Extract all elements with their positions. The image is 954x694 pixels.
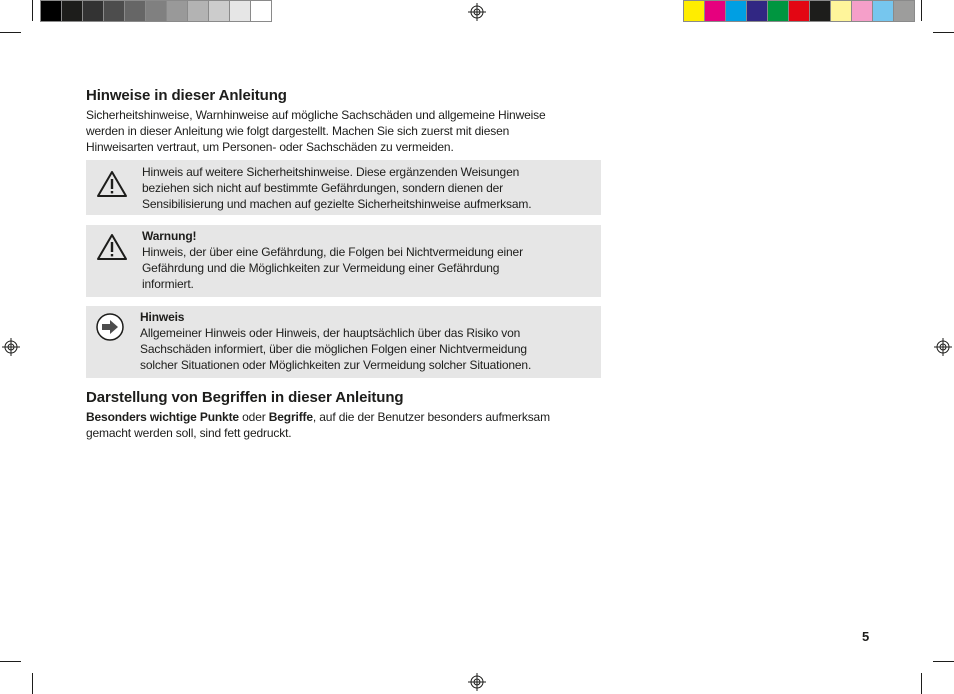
notice-line: beziehen sich nicht auf bestimmte Gefährdungen, sondern dienen der [142,181,504,195]
notice-line: Hinweis, der über eine Gefährdung, die Folgen bei Nichtvermeidung einer [142,245,523,259]
intro-paragraph [86,107,606,155]
terms-paragraph [86,409,616,441]
crop-mark [921,673,922,694]
crop-mark [32,673,33,694]
color-swatch [209,0,230,22]
color-swatch [747,0,768,22]
section-title: Darstellung von Begriffen in dieser Anleitung [86,389,404,406]
color-swatch [146,0,167,22]
arrow-circle-icon [95,312,125,342]
color-swatch [230,0,251,22]
color-swatch [62,0,83,22]
notice-line: Hinweis auf weitere Sicherheitshinweise. Diese ergänzenden Weisungen [142,165,520,179]
color-swatch [251,0,272,22]
warning-notice-box [86,225,601,297]
cmyk-color-bar [683,0,915,21]
warning-triangle-icon [96,233,128,261]
color-swatch [83,0,104,22]
page-number: 5 [862,629,870,644]
color-swatch [831,0,852,22]
notice-line: Gefährdung und die Möglichkeiten zur Vermeidung einer Gefährdung [142,261,500,275]
terms-line [86,409,616,425]
terms-line: gemacht werden soll, sind fett gedruckt. [86,426,292,440]
color-swatch [810,0,831,22]
section-title: Hinweise in dieser Anleitung [86,87,287,104]
crop-mark [933,661,954,662]
color-swatch [768,0,789,22]
color-swatch [40,0,62,22]
color-swatch [726,0,747,22]
color-swatch [852,0,873,22]
color-swatch [705,0,726,22]
gray-color-bar [40,0,272,21]
crop-mark [0,32,21,33]
crop-mark [933,32,954,33]
intro-line: Hinweisarten vertraut, um Personen- oder Sachschäden zu vermeiden. [86,140,454,154]
text-span: , auf die der Benutzer besonders aufmerksam [312,410,550,424]
color-swatch [789,0,810,22]
warning-title: Warnung! [142,229,197,243]
registration-mark-icon [2,338,20,356]
info-notice-box [86,306,601,378]
registration-mark-icon [468,3,486,21]
color-swatch [894,0,915,22]
notice-line: Allgemeiner Hinweis oder Hinweis, der hauptsächlich über das Risiko von [140,326,521,340]
bold-term: Besonders wichtige Punkte [86,410,239,424]
color-swatch [188,0,209,22]
intro-line: werden in dieser Anleitung wie folgt dargestellt. Machen Sie sich zuerst mit diesen [86,124,510,138]
text-span: oder [238,410,269,424]
crop-mark [32,0,33,21]
color-swatch [873,0,894,22]
intro-line: Sicherheitshinweise, Warnhinweise auf mögliche Sachschäden und allgemeine Hinweise [86,108,546,122]
notice-line: informiert. [142,277,194,291]
color-swatch [104,0,125,22]
safety-notice-box [86,160,601,215]
registration-mark-icon [468,673,486,691]
color-swatch [683,0,705,22]
notice-line: Sachschäden informiert, über die möglichen Folgen einer Nichtvermeidung [140,342,527,356]
warning-triangle-icon [96,170,128,198]
info-title: Hinweis [140,310,185,324]
color-swatch [125,0,146,22]
crop-mark [921,0,922,21]
registration-mark-icon [934,338,952,356]
notice-line: Sensibilisierung und machen auf gezielte Sicherheitshinweise aufmerksam. [142,197,532,211]
notice-line: solcher Situationen oder Möglichkeiten zur Vermeidung solcher Situationen. [140,358,532,372]
bold-term: Begriffe [268,410,313,424]
crop-mark [0,661,21,662]
color-swatch [167,0,188,22]
